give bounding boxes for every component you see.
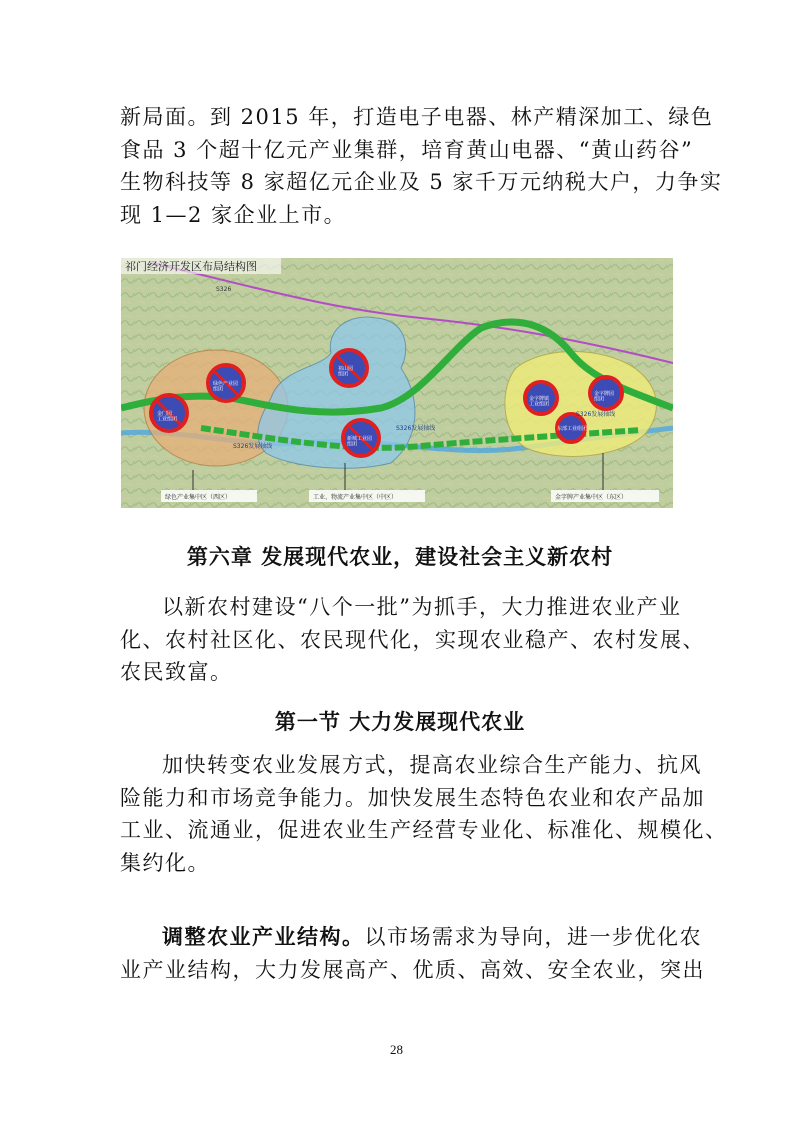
intro-paragraph bbox=[120, 101, 723, 231]
section-line-1: 加快转变农业发展方式，提高农业综合生产能力、抗风 bbox=[162, 753, 702, 777]
section-line-3: 工业、流通业，促进农业生产经营专业化、标准化、规模化、 bbox=[120, 818, 728, 842]
chapter-line-1: 以新农村建设“八个一批”为抓手，大力推进农业产业 bbox=[162, 595, 682, 619]
chapter-paragraph bbox=[120, 591, 705, 689]
road-label-2: S326发展轴线 bbox=[396, 425, 436, 432]
node-label-jinzipai-park: 金字牌园组团 bbox=[594, 391, 615, 403]
road-top-label: S326 bbox=[216, 286, 232, 293]
node-label-green: 绿色产业园组团 bbox=[213, 381, 239, 393]
node-label-qishan: 祁山园组团 bbox=[338, 366, 354, 378]
map-title: 祁门经济开发区布局结构图 bbox=[125, 260, 257, 273]
chapter-line-3: 农民致富。 bbox=[120, 660, 233, 684]
chapter-heading: 第六章 发展现代农业，建设社会主义新农村 bbox=[186, 545, 614, 569]
node-label-east-industry: 东部工业组团 bbox=[557, 426, 588, 432]
node-label-jinzipai: 金字牌镇工业组团 bbox=[529, 396, 550, 408]
section-paragraph bbox=[120, 749, 728, 879]
section-line-4: 集约化。 bbox=[120, 850, 210, 875]
section-line-2: 险能力和市场竞争能力。加快发展生态特色农业和农产品加 bbox=[120, 785, 705, 810]
intro-line-1: 新局面。到 2015 年，打造电子电器、林产精深加工、绿色 bbox=[120, 105, 714, 129]
road-label-3: S326发展轴线 bbox=[576, 411, 616, 418]
chapter-line-2: 化、农村社区化、农民现代化，实现农业稳产、农村发展、 bbox=[120, 627, 705, 652]
zone-label-east: 金字牌产业集中区（东区） bbox=[555, 494, 628, 501]
road-label-1: S326发展轴线 bbox=[233, 443, 273, 450]
intro-line-3: 生物科技等 8 家超亿元企业及 5 家千万元纳税大户，力争实 bbox=[120, 170, 723, 194]
zone-label-central: 工业、物流产业集中区（中区） bbox=[313, 494, 398, 501]
section-heading: 第一节 大力发展现代农业 bbox=[274, 710, 526, 734]
structure-line-1-rest: 以市场需求为导向，进一步优化农 bbox=[364, 925, 702, 949]
structure-bold-lead: 调整农业产业结构。 bbox=[162, 924, 365, 949]
structure-line-1 bbox=[120, 921, 702, 954]
intro-line-4: 现 1—2 家企业上市。 bbox=[120, 202, 347, 227]
intro-line-2: 食品 3 个超十亿元产业集群，培育黄山电器、“黄山药谷” bbox=[120, 137, 694, 162]
structure-paragraph bbox=[120, 921, 705, 986]
development-zone-map bbox=[121, 258, 673, 508]
node-label-xincheng: 新城工业园组团 bbox=[347, 436, 373, 448]
structure-line-2: 业产业结构，大力发展高产、优质、高效、安全农业，突出 bbox=[120, 957, 705, 982]
node-label-west: 金门园工业组团 bbox=[157, 411, 178, 423]
page-number: 28 bbox=[390, 1042, 403, 1057]
zone-label-west: 绿色产业集中区（西区） bbox=[165, 494, 232, 501]
